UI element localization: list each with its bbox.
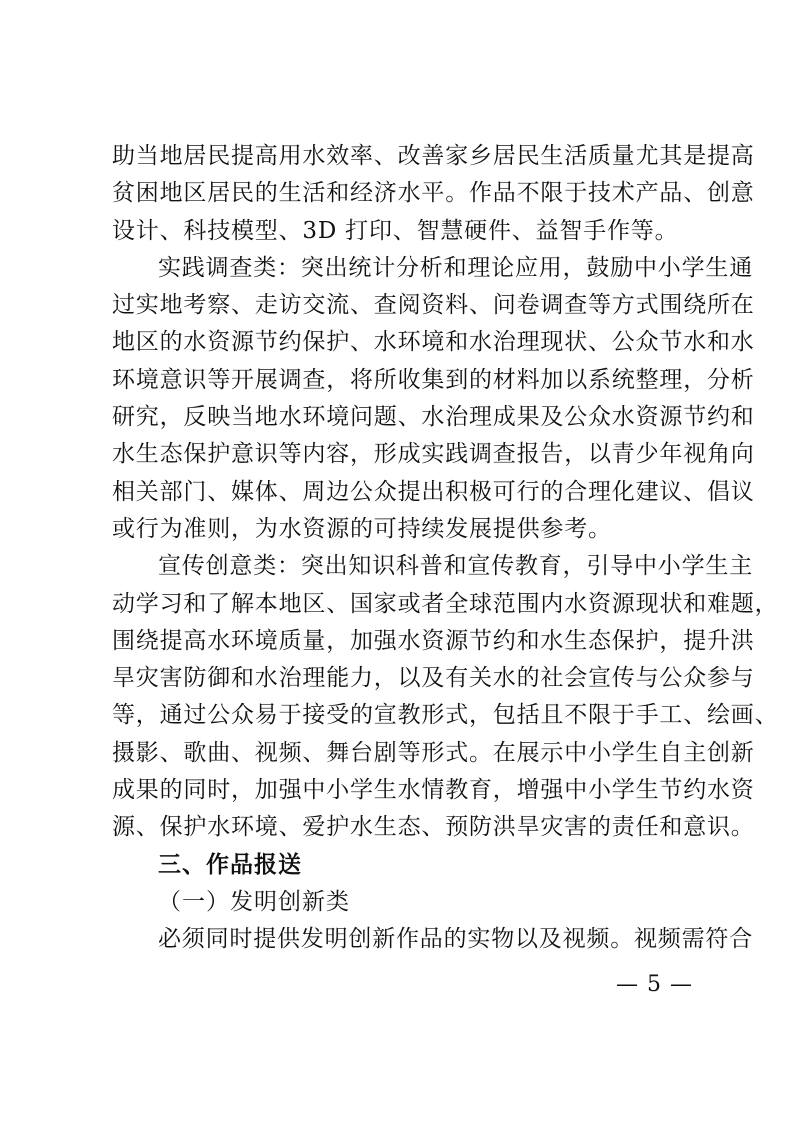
body-line-6: 地区的水资源节约保护、水环境和水治理现状、公众节水和水 [112, 329, 755, 356]
body-line-13: 动学习和了解本地区、国家或者全球范围内水资源现状和难题， [112, 590, 779, 617]
body-line-17: 摄影、歌曲、视频、舞台剧等形式。在展示中小学生自主创新 [112, 739, 755, 766]
paragraph-practice-survey-start: 实践调查类：突出统计分析和理论应用，鼓励中小学生通 [158, 254, 753, 281]
body-line-11: 或行为准则，为水资源的可持续发展提供参考。 [112, 515, 612, 542]
body-line-16: 等，通过公众易于接受的宣教形式，包括且不限于手工、绘画、 [112, 702, 779, 729]
body-line-22: 必须同时提供发明创新作品的实物以及视频。视频需符合 [158, 926, 753, 953]
body-line-2: 贫困地区居民的生活和经济水平。作品不限于技术产品、创意 [112, 180, 755, 207]
body-line-7: 环境意识等开展调查，将所收集到的材料加以系统整理，分析 [112, 366, 755, 393]
body-line-18: 成果的同时，加强中小学生水情教育，增强中小学生节约水资 [112, 777, 755, 804]
section-heading: 三、作品报送 [158, 851, 302, 878]
body-line-3: 设计、科技模型、3D 打印、智慧硬件、益智手作等。 [112, 217, 679, 244]
body-line-15: 旱灾害防御和水治理能力，以及有关水的社会宣传与公众参与 [112, 665, 755, 692]
body-line-8: 研究，反映当地水环境问题、水治理成果及公众水资源节约和 [112, 404, 755, 431]
subsection-heading: （一）发明创新类 [158, 888, 350, 915]
document-body [112, 138, 779, 959]
body-line-9: 水生态保护意识等内容，形成实践调查报告，以青少年视角向 [112, 441, 755, 468]
body-line-5: 过实地考察、走访交流、查阅资料、问卷调查等方式围绕所在 [112, 292, 755, 319]
body-line-1: 助当地居民提高用水效率、改善家乡居民生活质量尤其是提高 [112, 143, 755, 169]
page-number: — 5 — [616, 972, 693, 997]
body-line-19: 源、保护水环境、爱护水生态、预防洪旱灾害的责任和意识。 [112, 814, 755, 841]
body-line-14: 围绕提高水环境质量，加强水资源节约和水生态保护，提升洪 [112, 627, 755, 654]
paragraph-publicity-creative-start: 宣传创意类：突出知识科普和宣传教育，引导中小学生主 [158, 553, 753, 580]
body-line-10: 相关部门、媒体、周边公众提出积极可行的合理化建议、倡议 [112, 478, 755, 505]
